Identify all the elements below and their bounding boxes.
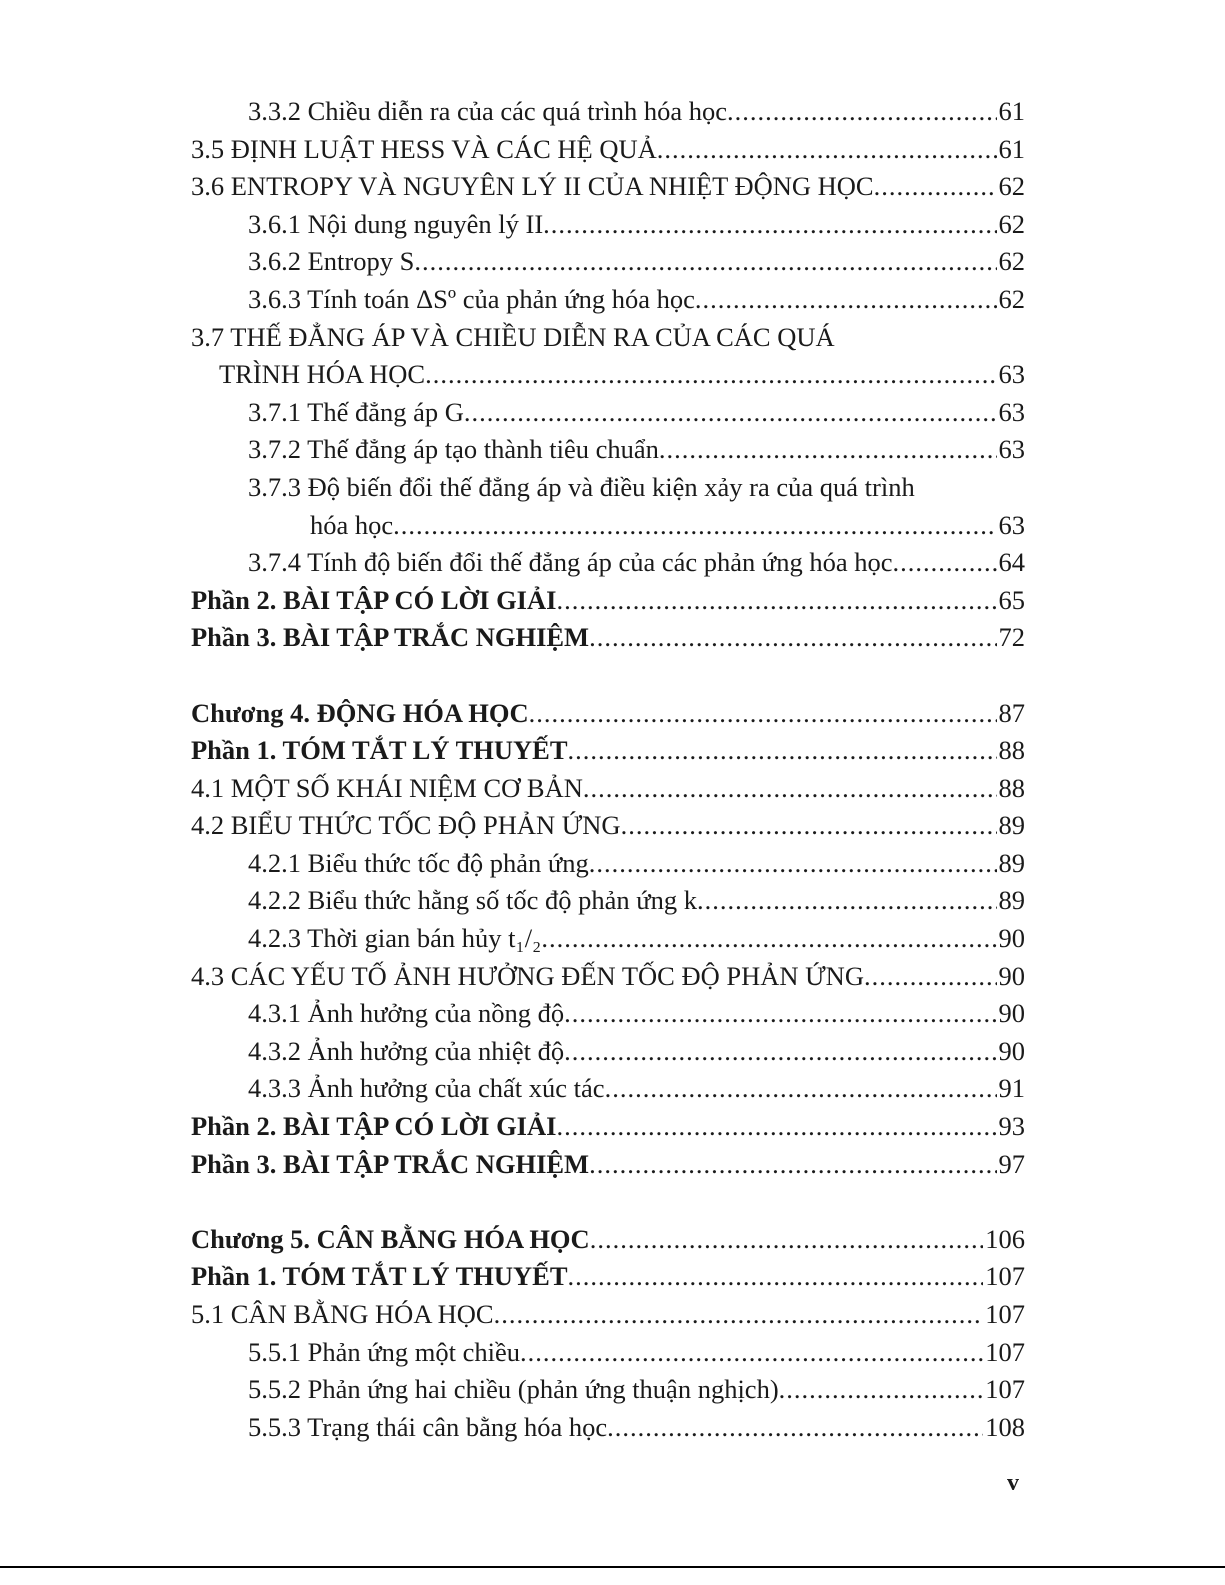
toc-entry-title: 3.7.4 Tính độ biến đổi thế đẳng áp của các phản ứng hóa học [248, 547, 893, 578]
toc-entry-title: 5.5.2 Phản ứng hai chiều (phản ứng thuận nghịch) [248, 1374, 779, 1405]
toc-entry-title: 3.7.3 Độ biến đổi thế đẳng áp và điều kiện xảy ra của quá trình [248, 471, 915, 502]
dot-leader [893, 544, 997, 582]
toc-entry-page: 91 [998, 1073, 1025, 1104]
toc-entry[interactable] [191, 1108, 1025, 1146]
toc-entry-title: 3.6.1 Nội dung nguyên lý II [248, 208, 544, 239]
dot-leader [589, 1146, 996, 1184]
dot-leader [590, 1221, 984, 1259]
toc-entry-page: 106 [985, 1223, 1025, 1254]
toc-entry[interactable] [191, 1334, 1025, 1372]
dot-leader [543, 206, 996, 244]
toc-entry-title: 5.5.3 Trạng thái cân bằng hóa học [248, 1411, 608, 1442]
toc-entry[interactable] [191, 281, 1025, 319]
toc-entry-title: 4.3.2 Ảnh hưởng của nhiệt độ [248, 1035, 565, 1066]
toc-entry-page: 63 [998, 509, 1025, 540]
toc-entry-page: 62 [998, 208, 1025, 239]
toc-entry-page: 87 [998, 697, 1025, 728]
toc-entry-page: 61 [998, 133, 1025, 164]
toc-entry-title: 5.1 CÂN BẰNG HÓA HỌC [191, 1299, 494, 1329]
toc-entry[interactable] [191, 206, 1025, 244]
toc-entry-page: 61 [998, 96, 1025, 126]
toc-entry[interactable] [191, 431, 1025, 469]
toc-entry[interactable] [191, 845, 1025, 883]
toc-entry-title: Phần 1. TÓM TẮT LÝ THUYẾT [191, 1261, 568, 1292]
toc-entry-title: 4.3.1 Ảnh hưởng của nồng độ [248, 998, 565, 1029]
toc-entry-page: 107 [985, 1336, 1025, 1367]
toc-entry-title: 4.3.3 Ảnh hưởng của chất xúc tác [248, 1073, 605, 1104]
toc-entry[interactable] [191, 394, 1025, 432]
section-gap [191, 1183, 1025, 1221]
dot-leader [874, 168, 997, 206]
toc-entry-page: 62 [998, 171, 1025, 202]
dot-leader [697, 882, 997, 920]
dot-leader [568, 732, 997, 770]
dot-leader [779, 1371, 984, 1409]
toc-entry[interactable] [191, 131, 1025, 169]
dot-leader [393, 507, 996, 545]
dot-leader [556, 1108, 996, 1146]
toc-entry-title: 4.2.2 Biểu thức hằng số tốc độ phản ứng k [248, 885, 697, 916]
toc-entry-title: Phần 2. BÀI TẬP CÓ LỜI GIẢI [191, 584, 557, 615]
toc-entry[interactable] [191, 807, 1025, 845]
toc-entry-page: 89 [998, 847, 1025, 878]
toc-entry[interactable] [191, 243, 1025, 281]
dot-leader [695, 281, 997, 319]
toc-entry[interactable] [191, 319, 1025, 357]
toc-entry-page: 108 [985, 1411, 1025, 1442]
toc-entry[interactable] [191, 469, 1025, 507]
toc-entry-page: 93 [998, 1111, 1025, 1142]
section-gap [191, 657, 1025, 695]
dot-leader [464, 394, 997, 432]
toc-entry[interactable] [191, 1258, 1025, 1296]
toc-entry-page: 107 [985, 1374, 1025, 1405]
dot-leader [520, 1334, 983, 1372]
dot-leader [541, 920, 996, 958]
toc-entry-title: 3.3.2 Chiều diễn ra của các quá trình hóa học [248, 96, 728, 126]
dot-leader [657, 131, 997, 169]
toc-entry-page: 65 [998, 584, 1025, 615]
toc-entry-title: 3.7 THẾ ĐẲNG ÁP VÀ CHIỀU DIỄN RA CỦA CÁC QUÁ [191, 321, 835, 352]
dot-leader [425, 356, 996, 394]
toc-entry-title: Phần 1. TÓM TẮT LÝ THUYẾT [191, 735, 568, 766]
dot-leader [607, 1409, 983, 1447]
toc-entry[interactable] [191, 1371, 1025, 1409]
toc-entry[interactable] [191, 695, 1025, 733]
toc-entry-page: 63 [998, 396, 1025, 427]
dot-leader [589, 845, 997, 883]
toc-entry[interactable] [191, 507, 1025, 545]
toc-entry[interactable] [191, 770, 1025, 808]
toc-entry[interactable] [191, 544, 1025, 582]
toc-entry-title: Phần 3. BÀI TẬP TRẮC NGHIỆM [191, 1148, 590, 1179]
toc-entry-page: 72 [998, 622, 1025, 653]
dot-leader [414, 243, 996, 281]
dot-leader [568, 1258, 984, 1296]
toc-entry[interactable] [191, 1070, 1025, 1108]
toc-entry-title: Chương 5. CÂN BẰNG HÓA HỌC [191, 1223, 590, 1254]
toc-entry[interactable] [191, 882, 1025, 920]
toc-entry[interactable] [191, 920, 1025, 958]
bottom-rule [0, 1566, 1225, 1568]
toc-entry-page: 88 [998, 772, 1025, 803]
toc-entry-title: 4.2.3 Thời gian bán hủy t₁/₂ [248, 923, 542, 954]
toc-entry-title: Chương 4. ĐỘNG HÓA HỌC [191, 697, 529, 728]
toc-entry[interactable] [191, 1033, 1025, 1071]
toc-entry-page: 90 [998, 1035, 1025, 1066]
toc-entry[interactable] [191, 168, 1025, 206]
dot-leader [529, 695, 997, 733]
toc-entry-title: TRÌNH HÓA HỌC [219, 359, 426, 390]
toc-entry-page: 107 [985, 1299, 1025, 1329]
toc-entry[interactable] [191, 582, 1025, 620]
toc-entry-page: 62 [998, 246, 1025, 277]
toc-entry[interactable] [191, 356, 1025, 394]
toc-entry-title: 4.2 BIỂU THỨC TỐC ĐỘ PHẢN ỨNG [191, 810, 621, 841]
dot-leader [556, 582, 996, 620]
toc-entry-page: 63 [998, 359, 1025, 390]
dot-leader [564, 1033, 996, 1071]
toc-entry[interactable] [191, 1146, 1025, 1184]
toc-entry[interactable] [191, 1221, 1025, 1259]
table-of-contents [191, 93, 1025, 1446]
toc-entry-title: 4.2.1 Biểu thức tốc độ phản ứng [248, 847, 589, 878]
dot-leader [864, 958, 997, 996]
toc-entry-page: 90 [998, 998, 1025, 1029]
toc-entry-title: Phần 2. BÀI TẬP CÓ LỜI GIẢI [191, 1111, 557, 1142]
dot-leader [605, 1070, 997, 1108]
toc-entry-page: 90 [998, 923, 1025, 954]
page-number: v [1007, 1470, 1019, 1496]
toc-entry[interactable] [191, 93, 1025, 131]
dot-leader [727, 93, 996, 131]
toc-entry[interactable] [191, 995, 1025, 1033]
toc-entry[interactable] [191, 619, 1025, 657]
toc-entry-page: 64 [998, 547, 1025, 578]
dot-leader [589, 619, 996, 657]
toc-entry-page: 63 [998, 434, 1025, 465]
toc-entry[interactable] [191, 1296, 1025, 1334]
toc-entry-title: Phần 3. BÀI TẬP TRẮC NGHIỆM [191, 622, 590, 653]
toc-entry-title: 3.6.2 Entropy S [248, 246, 415, 277]
dot-leader [564, 995, 996, 1033]
toc-entry-title: 4.1 MỘT SỐ KHÁI NIỆM CƠ BẢN [191, 772, 583, 803]
toc-entry[interactable] [191, 958, 1025, 996]
toc-entry-title: 5.5.1 Phản ứng một chiều [248, 1336, 520, 1367]
toc-entry-page: 62 [998, 283, 1025, 314]
toc-entry-page: 90 [998, 960, 1025, 991]
toc-entry-page: 89 [998, 885, 1025, 916]
toc-entry-page: 97 [998, 1148, 1025, 1179]
toc-entry-page: 88 [998, 735, 1025, 766]
toc-entry-title: 3.7.1 Thế đẳng áp G [248, 396, 464, 427]
dot-leader [494, 1296, 984, 1334]
toc-entry-title: 3.6.3 Tính toán ΔSº của phản ứng hóa học [248, 283, 695, 314]
toc-entry-title: 3.5 ĐỊNH LUẬT HESS VÀ CÁC HỆ QUẢ [191, 133, 657, 164]
toc-entry-page: 89 [998, 810, 1025, 841]
toc-entry[interactable] [191, 1409, 1025, 1447]
dot-leader [621, 807, 997, 845]
toc-entry-page: 107 [985, 1261, 1025, 1292]
toc-entry-title: 4.3 CÁC YẾU TỐ ẢNH HƯỞNG ĐẾN TỐC ĐỘ PHẢN ỨNG [191, 960, 864, 991]
toc-entry[interactable] [191, 732, 1025, 770]
dot-leader [659, 431, 997, 469]
toc-entry-title: 3.6 ENTROPY VÀ NGUYÊN LÝ II CỦA NHIỆT ĐỘNG HỌC [191, 171, 874, 202]
toc-entry-title: 3.7.2 Thế đẳng áp tạo thành tiêu chuẩn [248, 434, 659, 465]
toc-entry-title: hóa học [310, 509, 394, 540]
dot-leader [583, 770, 997, 808]
